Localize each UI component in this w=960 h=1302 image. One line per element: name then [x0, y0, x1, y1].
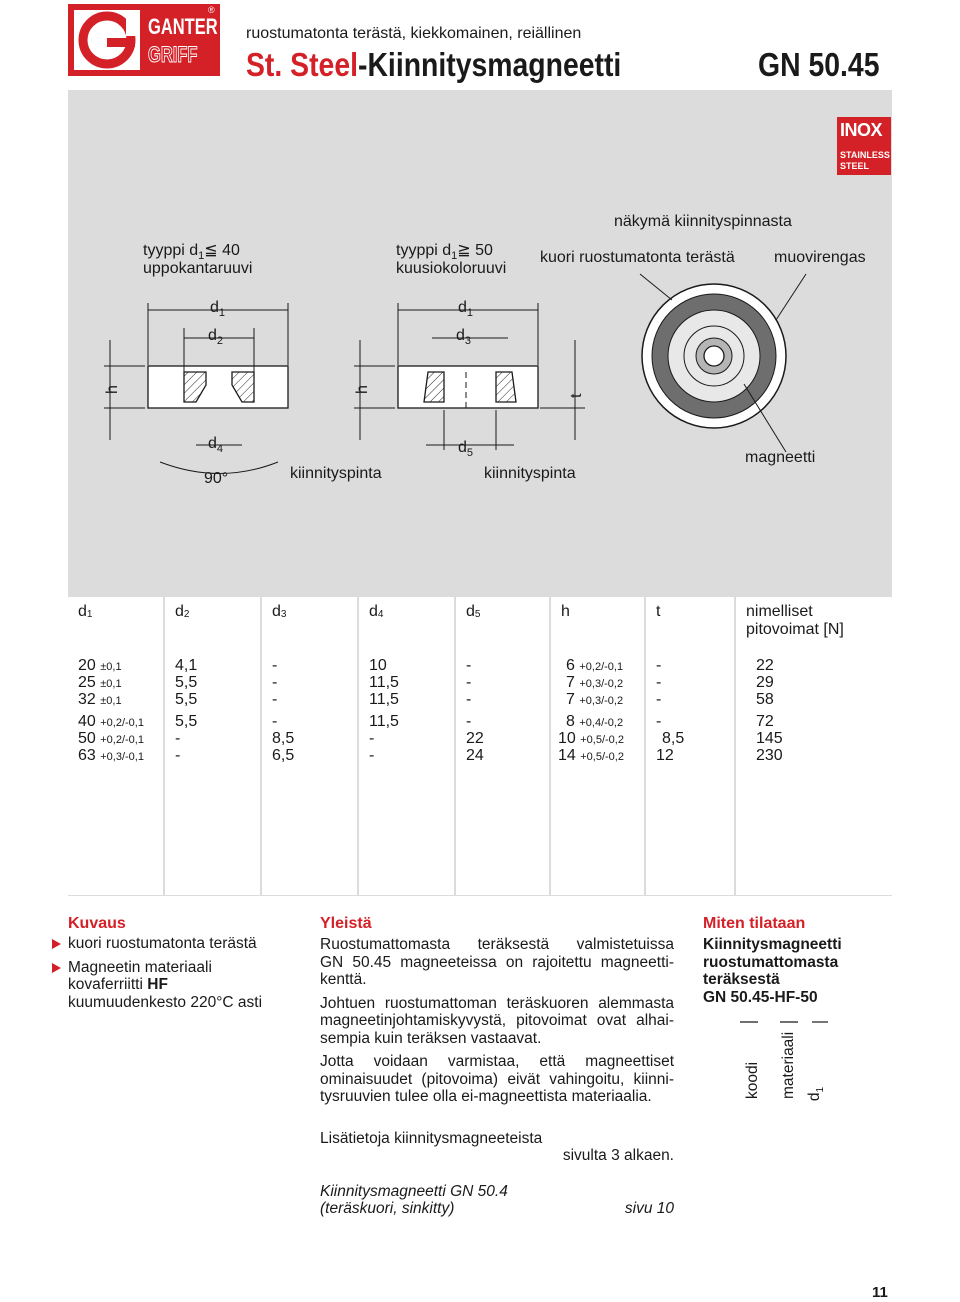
table-cell-d4: 11,5	[369, 691, 399, 708]
dim-d1-b: $d_1$	[458, 299, 474, 319]
table-cell-d4: 11,5	[369, 713, 399, 730]
dim-t: t	[568, 393, 585, 398]
table-cell-d5: -	[466, 691, 472, 708]
order-section	[703, 915, 893, 1006]
table-cell-t: -	[656, 674, 662, 691]
table-cell-h: 7 +0,3/-0,2	[566, 691, 624, 708]
table-cell-d2: 4,1	[175, 657, 198, 674]
mounting-surface-label-2: kiinnityspinta	[484, 465, 576, 482]
dim-h-b: h	[354, 385, 371, 394]
header-d3: $d_3$	[272, 603, 287, 620]
header-force: nimelliset pitovoimat [N]	[746, 603, 844, 638]
product-code: GN 50.45	[758, 46, 880, 83]
type1-section-view	[104, 303, 288, 474]
order-key-d1: $d_1$	[805, 1086, 826, 1102]
table-cell-h: 8 +0,4/-0,2	[566, 713, 624, 730]
header-h: h	[561, 603, 570, 620]
table-cell-d4: 10	[369, 657, 387, 674]
table-cell-d5: -	[466, 713, 472, 730]
table-cell-d2: 5,5	[175, 691, 198, 708]
dim-d1-a: $d_1$	[210, 299, 226, 319]
table-cell-d1: 40 +0,2/-0,1	[78, 713, 144, 730]
type2-screw: kuusiokoloruuvi	[396, 260, 507, 277]
shell-label: kuori ruostumatonta terästä	[540, 249, 735, 266]
type2-section-view	[354, 303, 585, 450]
table-cell-d4: -	[369, 730, 375, 747]
table-cell-d1: 50 +0,2/-0,1	[78, 730, 144, 747]
list-item: Magneetin materiaali kovaferriitti HF kuumuudenkesto 220°C asti	[68, 959, 262, 1012]
header-d1: $d_1$	[78, 603, 93, 620]
table-cell-h: 14 +0,5/-0,2	[558, 747, 624, 764]
table-cell-h: 6 +0,2/-0,1	[566, 657, 624, 674]
table-cell-d3: -	[272, 657, 278, 674]
table-cell-f: 72	[756, 713, 774, 730]
dim-d3: $d_3$	[456, 327, 472, 347]
more-info: Lisätietoja kiinnitysmagneeteista sivulta 3 alkaen.	[320, 1129, 674, 1164]
col-t	[646, 597, 734, 895]
logo-registered-mark: ®	[208, 5, 215, 15]
cross-reference: Kiinnitysmagneetti GN 50.4 (teräskuori, sinkitty) sivu 10	[320, 1182, 674, 1217]
angle-label: 90°	[204, 470, 229, 487]
logo-text-top: GANTER	[148, 14, 218, 39]
technical-drawing	[0, 0, 960, 520]
table-cell-f: 230	[756, 747, 783, 764]
dim-d5: $d_5$	[458, 439, 474, 459]
table-cell-d1: 63 +0,3/-0,1	[78, 747, 144, 764]
type2-label: tyyppi $d_1≧$ 50	[396, 242, 493, 262]
kuvaus-section	[68, 915, 262, 1011]
view-title: näkymä kiinnityspinnasta	[614, 213, 792, 230]
kuvaus-list	[68, 935, 262, 1011]
header-d5: $d_5$	[466, 603, 481, 620]
title-red-part: St. Steel	[246, 46, 358, 83]
header-t: t	[656, 603, 661, 620]
ring-label: muovirengas	[774, 249, 866, 266]
mounting-face-view	[640, 274, 806, 452]
table-cell-t: -	[656, 713, 662, 730]
table-cell-t: -	[656, 691, 662, 708]
order-key-material: materiaali	[780, 1031, 797, 1099]
table-cell-t: 8,5	[662, 730, 685, 747]
table-cell-d5: -	[466, 674, 472, 691]
table-cell-d1: 25 ±0,1	[78, 674, 122, 691]
table-cell-d2: -	[175, 730, 181, 747]
table-cell-d5: -	[466, 657, 472, 674]
order-heading: Miten tilataan	[703, 915, 806, 932]
dim-d2: $d_2$	[208, 327, 224, 347]
table-cell-d4: 11,5	[369, 674, 399, 691]
table-cell-d2: -	[175, 747, 181, 764]
logo-text-bottom: GRIFF	[148, 42, 198, 67]
type1-screw: uppokantaruuvi	[143, 260, 253, 277]
inox-badge-subtitle: STAINLESS STEEL	[840, 150, 890, 171]
kuvaus-heading: Kuvaus	[68, 915, 126, 932]
table-cell-d3: -	[272, 674, 278, 691]
dim-h-a: h	[104, 385, 121, 394]
yleista-section	[320, 915, 674, 1218]
table-cell-d1: 32 ±0,1	[78, 691, 122, 708]
page-subtitle: ruostumatonta terästä, kiekkomainen, reiällinen	[246, 25, 582, 42]
table-cell-d3: 8,5	[272, 730, 295, 747]
table-cell-d1: 20 ±0,1	[78, 657, 122, 674]
bullet-triangle-icon	[52, 939, 61, 949]
yleista-heading: Yleistä	[320, 915, 372, 932]
table-cell-d3: -	[272, 713, 278, 730]
table-cell-d3: 6,5	[272, 747, 295, 764]
table-cell-h: 7 +0,3/-0,2	[566, 674, 624, 691]
bullet-triangle-icon	[52, 963, 61, 973]
order-code-brackets	[700, 1010, 850, 1030]
title-black-part: -Kiinnitysmagneetti	[357, 46, 622, 83]
table-cell-d2: 5,5	[175, 713, 198, 730]
mounting-surface-label-1: kiinnityspinta	[290, 465, 382, 482]
table-cell-d4: -	[369, 747, 375, 764]
yleista-p2: Johtuen ruostumattoman teräskuoren alemmasta magneetinjohtamiskyvystä, pitovoimat ovat alhai- sempia kuin teräksen vastaavat.	[320, 994, 674, 1047]
header-d2: $d_2$	[175, 603, 190, 620]
dim-d4: $d_4$	[208, 435, 224, 455]
table-cell-t: -	[656, 657, 662, 674]
order-key-code: koodi	[744, 1061, 761, 1099]
header-d4: $d_4$	[369, 603, 384, 620]
table-cell-d5: 22	[466, 730, 484, 747]
table-cell-f: 22	[756, 657, 774, 674]
table-cell-f: 29	[756, 674, 774, 691]
table-cell-t: 12	[656, 747, 674, 764]
magnet-label: magneetti	[745, 449, 816, 466]
list-item: kuori ruostumatonta terästä	[68, 935, 262, 953]
table-cell-f: 58	[756, 691, 774, 708]
dimensions-table	[68, 597, 892, 895]
order-code: GN 50.45-HF-50	[703, 988, 818, 1006]
table-cell-f: 145	[756, 730, 783, 747]
inox-badge-title: INOX	[840, 120, 883, 140]
table-cell-d3: -	[272, 691, 278, 708]
table-cell-d2: 5,5	[175, 674, 198, 691]
table-cell-h: 10 +0,5/-0,2	[558, 730, 624, 747]
order-example: Kiinnitysmagneetti ruostumattomasta teräksestä GN 50.45-HF-50	[703, 936, 893, 1006]
page-number: 11	[872, 1284, 888, 1301]
yleista-p3: Jotta voidaan varmistaa, että magneettiset ominaisuudet (pitovoima) eivät vahingoitu, kiinni- tysruuvien tulee olla ei-magneettista materiaalia.	[320, 1053, 674, 1105]
table-cell-d5: 24	[466, 747, 484, 764]
yleista-p1: Ruostumattomasta teräksestä valmistetuissa GN 50.45 magneeteissa on rajoitettu magneetti- kenttä.	[320, 936, 674, 988]
type1-label: tyyppi $d_1≦$ 40	[143, 242, 240, 262]
